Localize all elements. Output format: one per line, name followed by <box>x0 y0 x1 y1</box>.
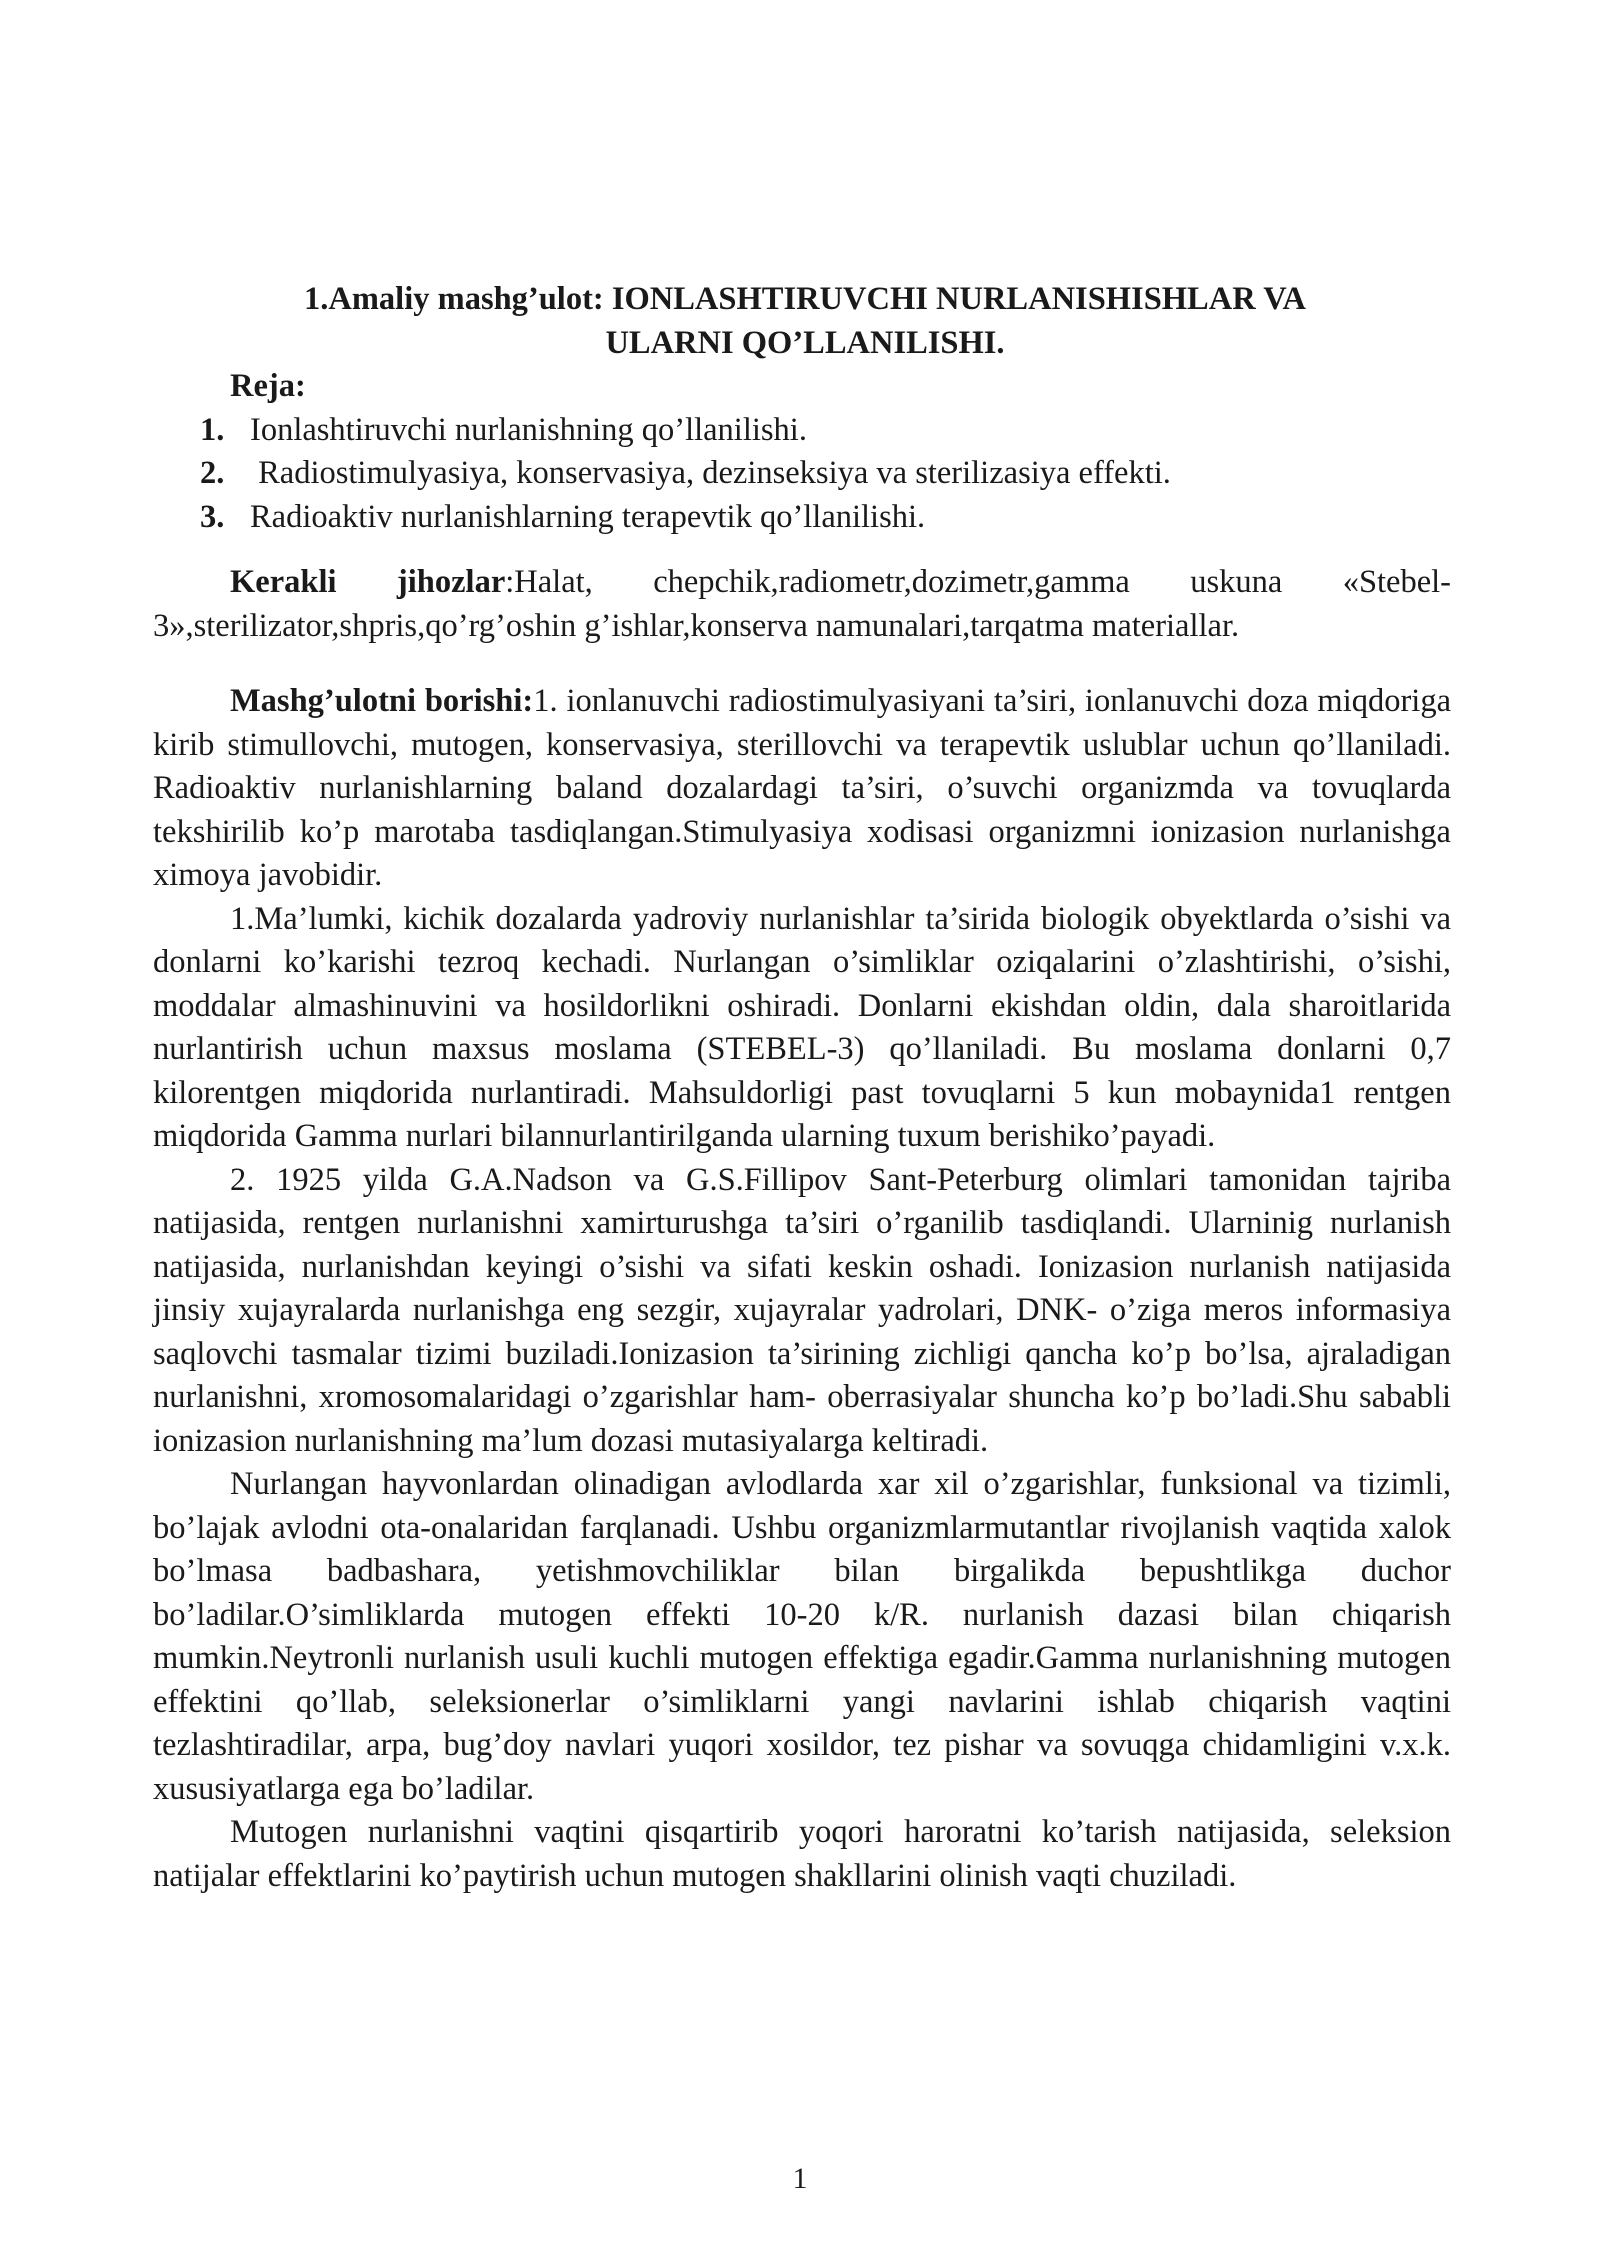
body-paragraph: 1.Ma’lumki, kichik dozalarda yadroviy nurlanishlar ta’sirida biologik obyektlarda o’sishi va donlarni ko’karishi tezroq kechadi. Nurlangan o’simliklar oziqalarini o’zlashtirishi, o’sishi, moddalar almashinuvini va hosildorlikni oshiradi. Donlarni ekishdan oldin, dala sharoitlarida nurlantirish uchun maxsus moslama (STEBEL-3) qo’llaniladi. Bu moslama donlarni 0,7 kilorentgen miqdorida nurlantiradi. Mahsuldorligi past tovuqlarni 5 kun mobaynida1 rentgen miqdorida Gamma nurlari bilannurlantirilganda ularning tuxum berishiko’payadi. <box>153 900 1451 1154</box>
plan-heading: Reja: <box>230 368 306 404</box>
equipment-text: :Halat, chepchik,radiometr,dozimetr,gamma uskuna «Stebel-3»,sterilizator,shpris,qo’rg’oshin g’ishlar,konserva namunalari,tarqatma materiallar. <box>153 564 1451 644</box>
title-line-2: ULARNI QO’LLANILISHI. <box>605 324 1005 361</box>
plan-item-number: 2. <box>200 455 225 491</box>
body-paragraph: 2. 1925 yilda G.A.Nadson va G.S.Fillipov Sant-Peterburg olimlari tamonidan tajriba natijasida, rentgen nurlanishni xamirturushga ta’siri o’rganilib tasdiqlandi. Ularninig nurlanish natijasida, nurlanishdan keyingi o’sishi va sifati keskin oshadi. Ionizasion nurlanish natijasida jinsiy xujayralarda nurlanishga eng sezgir, xujayralar yadrolari, DNK- o’ziga meros informasiya saqlovchi tasmalar tizimi buziladi.Ionizasion ta’sirining zichligi qancha ko’p bo’lsa, ajraladigan nurlanishni, xromosomalaridagi o’zgarishlar ham- oberrasiyalar shuncha ko’p bo’ladi.Shu sababli ionizasion nurlanishning ma’lum dozasi mutasiyalarga keltiradi. <box>153 1161 1451 1459</box>
spacer <box>153 648 1451 680</box>
equipment-label: Kerakli jihozlar <box>230 564 506 600</box>
plan-item <box>200 496 1451 540</box>
page-number: 1 <box>792 2162 808 2195</box>
procedure-text: 1. ionlanuvchi radiostimulyasiyani ta’siri, ionlanuvchi doza miqdoriga kirib stimullovchi, mutogen, konservasiya, sterillovchi va terapevtik uslublar uchun qo’llaniladi. Radioaktiv nurlanishlarning baland dozalardagi ta’siri, o’suvchi organizmda va tovuqlarda tekshirilib ko’p marotaba tasdiqlangan.Stimulyasiya xodisasi organizmni ionizasion nurlanishga ximoya javobidir. <box>153 683 1451 893</box>
plan-item-number: 1. <box>200 411 225 448</box>
spacer <box>153 539 1451 561</box>
title-line-1: 1.Amaliy mashg’ulot: IONLASHTIRUVCHI NURLANISHISHLAR VA <box>304 281 1306 317</box>
document-page <box>153 278 1451 1898</box>
body-paragraph: Nurlangan hayvonlardan olinadigan avlodlarda xar xil o’zgarishlar, funksional va tizimli, bo’lajak avlodni ota-onalaridan farqlanadi. Ushbu organizmlarmutantlar rivojlanish vaqtida xalok bo’lmasa badbashara, yetishmovchiliklar bilan birgalikda bepushtlikga duchor bo’ladilar.O’simliklarda mutogen effekti 10-20 k/R. nurlanish dazasi bilan chiqarish mumkin.Neytronli nurlanish usuli kuchli mutogen effektiga egadir.Gamma nurlanishning mutogen effektini qo’llab, seleksionerlar o’simliklarni yangi navlarini ishlab chiqarish vaqtini tezlashtiradilar, arpa, bug’doy navlari yuqori xosildor, tez pishar va sovuqga chidamligini v.x.k. xususiyatlarga ega bo’ladilar. <box>153 1466 1451 1807</box>
plan-item-number: 3. <box>200 498 225 535</box>
plan-item-text: Ionlashtiruvchi nurlanishning qo’llanilishi. <box>250 411 807 448</box>
plan-list <box>153 409 1451 540</box>
plan-item <box>200 409 1451 453</box>
equipment-paragraph <box>153 561 1451 648</box>
plan-item <box>200 452 1451 496</box>
plan-item-text: Radioaktiv nurlanishlarning terapevtik qo’llanilishi. <box>250 498 926 535</box>
plan-item-text: Radiostimulyasiya, konservasiya, dezinseksiya va sterilizasiya effekti. <box>250 455 1171 491</box>
procedure-paragraph <box>153 680 1451 898</box>
body-paragraph: Mutogen nurlanishni vaqtini qisqartirib yoqori haroratni ko’tarish natijasida, seleksion natijalar effektlarini ko’paytirish uchun mutogen shakllarini olinish vaqti chuziladi. <box>153 1814 1451 1894</box>
procedure-label: Mashg’ulotni borishi: <box>230 683 534 719</box>
page-title <box>153 278 1451 365</box>
